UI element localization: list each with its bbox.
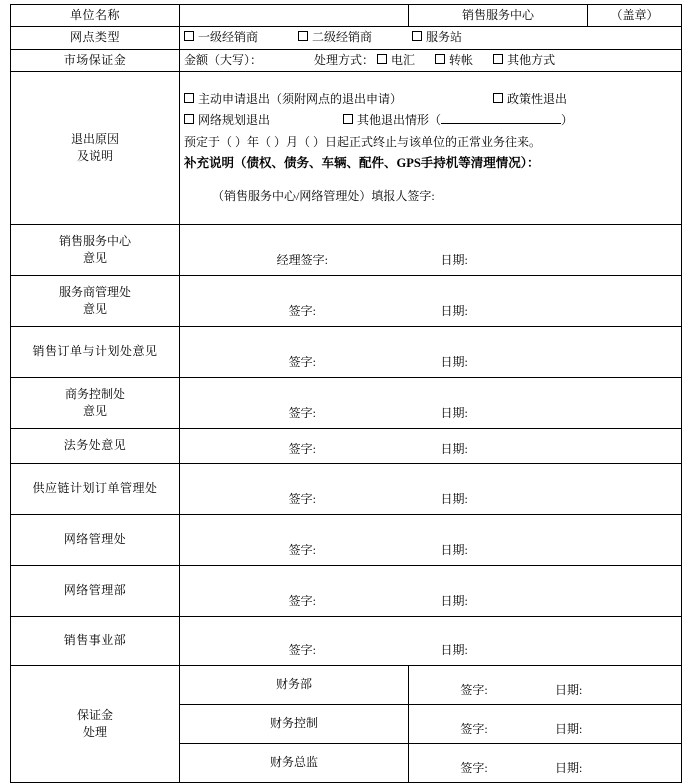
reason-option-4[interactable] xyxy=(343,112,573,129)
opinion-signature-4[interactable]: 签字: xyxy=(288,441,316,456)
unit-name-label: 单位名称 xyxy=(11,5,180,27)
deposit-date-1[interactable]: 日期: xyxy=(555,721,583,736)
opinion-label-8: 销售事业部 xyxy=(11,617,180,666)
deposit-item-2-content xyxy=(409,744,682,783)
table-row-exit-reason xyxy=(11,72,682,225)
opinion-signature-5[interactable]: 签字: xyxy=(288,491,316,506)
deposit-signature-0[interactable]: 签字: xyxy=(460,682,488,697)
table-row-opinion-3 xyxy=(11,378,682,429)
checkbox-icon[interactable] xyxy=(184,93,194,103)
deposit-handling-label-line1: 保证金 xyxy=(76,707,113,722)
deposit-option-1-label: 电汇 xyxy=(391,52,416,67)
reason-option-2-label: 政策性退出 xyxy=(507,91,568,106)
exit-reason-label-line1: 退出原因 xyxy=(70,131,119,146)
exit-reason-date-text: 预定于（ ）年（ ）月（ ）日起正式终止与该单位的正常业务往来。 xyxy=(184,134,542,149)
opinion-date-7[interactable]: 日期: xyxy=(440,593,468,608)
outlet-option-2[interactable] xyxy=(298,29,372,46)
exit-reason-line-1 xyxy=(184,91,677,108)
table-row-outlet-type xyxy=(11,27,682,49)
opinion-content-4 xyxy=(180,429,682,464)
deposit-amount-text: 金额（大写）： xyxy=(184,52,263,67)
opinion-content-7 xyxy=(180,566,682,617)
deposit-handling-label-line2: 处理 xyxy=(82,725,107,740)
deposit-item-2: 财务总监 xyxy=(180,744,409,783)
reason-option-2[interactable] xyxy=(493,91,567,108)
deposit-signature-1[interactable]: 签字: xyxy=(460,721,488,736)
opinion-date-3[interactable]: 日期: xyxy=(440,405,468,420)
opinion-date-0[interactable]: 日期: xyxy=(440,252,468,267)
seal-cell: （盖章） xyxy=(588,5,682,27)
opinion-date-1[interactable]: 日期: xyxy=(440,303,468,318)
opinion-label-0-line1: 销售服务中心 xyxy=(58,233,131,248)
deposit-handling-label xyxy=(11,666,180,783)
table-row-opinion-2 xyxy=(11,327,682,378)
deposit-label: 市场保证金 xyxy=(11,49,180,71)
reason-option-1-label: 主动申请退出（须附网点的退出申请） xyxy=(198,91,403,106)
deposit-process-text: 处理方式： xyxy=(314,52,375,67)
opinion-label-5: 供应链计划订单管理处 xyxy=(11,464,180,515)
opinion-label-3 xyxy=(11,378,180,429)
deposit-item-0: 财务部 xyxy=(180,666,409,705)
opinion-content-3 xyxy=(180,378,682,429)
opinion-content-0 xyxy=(180,225,682,276)
opinion-date-6[interactable]: 日期: xyxy=(440,542,468,557)
opinion-label-1-line1: 服务商管理处 xyxy=(58,284,131,299)
opinion-content-2 xyxy=(180,327,682,378)
table-row-opinion-4 xyxy=(11,429,682,464)
opinion-content-1 xyxy=(180,276,682,327)
deposit-item-1-content xyxy=(409,705,682,744)
deposit-date-0[interactable]: 日期: xyxy=(555,682,583,697)
checkbox-icon[interactable] xyxy=(377,54,387,64)
reason-option-4-label: 其他退出情形（ xyxy=(357,113,442,128)
reporter-signature-text: （销售服务中心/网络管理处）填报人签字: xyxy=(212,189,435,204)
opinion-label-0-line2: 意见 xyxy=(82,251,107,266)
checkbox-icon[interactable] xyxy=(343,114,353,124)
outlet-option-2-label: 二级经销商 xyxy=(312,30,373,45)
checkbox-icon[interactable] xyxy=(298,31,308,41)
deposit-option-3-label: 其他方式 xyxy=(507,52,556,67)
reason-option-3-label: 网络规划退出 xyxy=(198,113,271,128)
deposit-signature-2[interactable]: 签字: xyxy=(460,760,488,775)
reason-option-4-blank[interactable] xyxy=(441,123,561,124)
opinion-label-4: 法务处意见 xyxy=(11,429,180,464)
opinion-content-5 xyxy=(180,464,682,515)
opinion-signature-7[interactable]: 签字: xyxy=(288,593,316,608)
deposit-option-2[interactable] xyxy=(435,52,473,69)
opinion-date-5[interactable]: 日期: xyxy=(440,491,468,506)
opinion-date-4[interactable]: 日期: xyxy=(440,441,468,456)
outlet-option-3-label: 服务站 xyxy=(426,30,463,45)
outlet-type-options xyxy=(180,27,682,49)
checkbox-icon[interactable] xyxy=(493,93,503,103)
deposit-item-1: 财务控制 xyxy=(180,705,409,744)
deposit-date-2[interactable]: 日期: xyxy=(555,760,583,775)
checkbox-icon[interactable] xyxy=(184,31,194,41)
exit-reason-content xyxy=(180,72,682,225)
table-row-opinion-0 xyxy=(11,225,682,276)
deposit-item-0-content xyxy=(409,666,682,705)
outlet-option-1[interactable] xyxy=(184,29,258,46)
table-row-opinion-6 xyxy=(11,515,682,566)
opinion-content-8 xyxy=(180,617,682,666)
table-row-deposit-finance-0 xyxy=(11,666,682,705)
deposit-option-1[interactable] xyxy=(377,52,415,69)
reason-option-1[interactable] xyxy=(184,91,484,108)
opinion-signature-3[interactable]: 签字: xyxy=(288,405,316,420)
opinion-label-1 xyxy=(11,276,180,327)
table-row-opinion-1 xyxy=(11,276,682,327)
checkbox-icon[interactable] xyxy=(493,54,503,64)
deposit-options xyxy=(180,49,682,71)
reason-option-4-tail: ） xyxy=(561,113,574,128)
opinion-label-1-line2: 意见 xyxy=(82,302,107,317)
opinion-label-7: 网络管理部 xyxy=(11,566,180,617)
exit-reason-label xyxy=(11,72,180,225)
supplement-text: 补充说明（债权、债务、车辆、配件、GPS手持机等清理情况）： xyxy=(184,156,540,170)
table-row-opinion-5 xyxy=(11,464,682,515)
center-name-value: 销售服务中心 xyxy=(409,5,588,27)
exit-reason-label-line2: 及说明 xyxy=(76,149,113,164)
opinion-date-8[interactable]: 日期: xyxy=(440,642,468,657)
table-row-opinion-8 xyxy=(11,617,682,666)
opinion-label-3-line1: 商务控制处 xyxy=(64,386,125,401)
opinion-label-0 xyxy=(11,225,180,276)
opinion-label-6: 网络管理处 xyxy=(11,515,180,566)
exit-application-form xyxy=(10,4,682,783)
opinion-label-2: 销售订单与计划处意见 xyxy=(11,327,180,378)
exit-reason-line-2 xyxy=(184,112,677,129)
opinion-label-3-line2: 意见 xyxy=(82,404,107,419)
table-row-deposit xyxy=(11,49,682,71)
deposit-option-2-label: 转帐 xyxy=(449,52,474,67)
outlet-type-label: 网点类型 xyxy=(11,27,180,49)
opinion-signature-1[interactable]: 签字: xyxy=(288,303,316,318)
opinion-signature-2[interactable]: 签字: xyxy=(288,354,316,369)
checkbox-icon[interactable] xyxy=(412,31,422,41)
reason-option-3[interactable] xyxy=(184,112,334,129)
table-row-unit-name xyxy=(11,5,682,27)
opinion-signature-8[interactable]: 签字: xyxy=(288,642,316,657)
outlet-option-1-label: 一级经销商 xyxy=(198,30,259,45)
opinion-signature-0[interactable]: 经理签字: xyxy=(276,252,328,267)
table-row-opinion-7 xyxy=(11,566,682,617)
deposit-option-3[interactable] xyxy=(493,52,555,69)
opinion-date-2[interactable]: 日期: xyxy=(440,354,468,369)
outlet-option-3[interactable] xyxy=(412,29,462,46)
opinion-content-6 xyxy=(180,515,682,566)
checkbox-icon[interactable] xyxy=(435,54,445,64)
checkbox-icon[interactable] xyxy=(184,114,194,124)
opinion-signature-6[interactable]: 签字: xyxy=(288,542,316,557)
unit-name-value xyxy=(180,5,409,27)
